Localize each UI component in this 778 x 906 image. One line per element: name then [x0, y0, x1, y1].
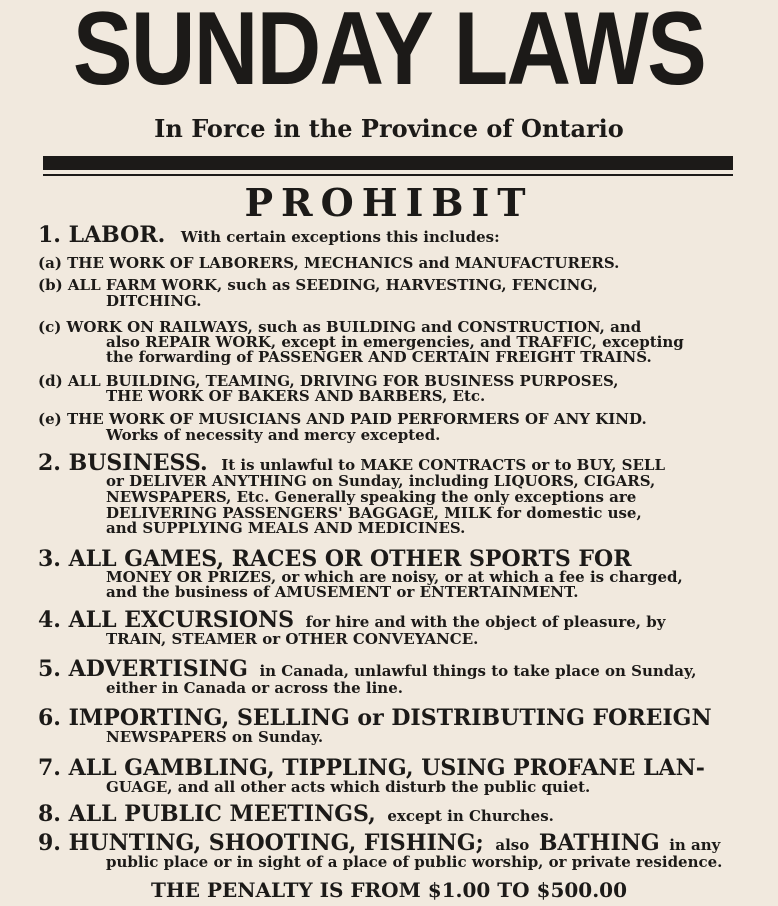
- item-2-cont4: and SUPPLYING MEALS AND MEDICINES.: [106, 519, 466, 537]
- item-9-also: also: [495, 836, 530, 854]
- item-4-cont: TRAIN, STEAMER or OTHER CONVEYANCE.: [106, 630, 479, 648]
- item-9-cont: public place or in sight of a place of public worship, or private residence.: [106, 853, 723, 871]
- penalty-line: THE PENALTY IS FROM $1.00 TO $500.00: [150, 878, 628, 902]
- item-5-text: in Canada, unlawful things to take place on Sunday,: [259, 662, 697, 680]
- item-1-line: [38, 222, 500, 248]
- item-3-cont2: and the business of AMUSEMENT or ENTERTAINMENT.: [106, 583, 579, 601]
- item-8-title: 8. ALL PUBLIC MEETINGS,: [38, 801, 376, 827]
- item-2-cont: or DELIVER ANYTHING on Sunday, including LIQUORS, CIGARS,: [106, 472, 656, 490]
- item-3-cont: MONEY OR PRIZES, or which are noisy, or at which a fee is charged,: [106, 568, 683, 586]
- item-1-title: 1. LABOR.: [38, 222, 166, 248]
- item-4-title: 4. ALL EXCURSIONS: [38, 607, 295, 633]
- item-5-cont: either in Canada or across the line.: [106, 679, 403, 697]
- prohibit-heading: PROHIBIT: [244, 180, 534, 225]
- thin-divider: [43, 174, 733, 176]
- item-2-cont2: NEWSPAPERS, Etc. Generally speaking the only exceptions are: [106, 488, 637, 506]
- item-1a: (a) THE WORK OF LABORERS, MECHANICS and MANUFACTURERS.: [38, 254, 620, 272]
- item-4-text: for hire and with the object of pleasure, by: [305, 613, 666, 631]
- item-1d: (d) ALL BUILDING, TEAMING, DRIVING FOR BUSINESS PURPOSES,: [38, 372, 619, 390]
- item-1b: (b) ALL FARM WORK, such as SEEDING, HARVESTING, FENCING,: [38, 276, 598, 294]
- item-1c-cont2: the forwarding of PASSENGER AND CERTAIN FREIGHT TRAINS.: [106, 348, 652, 366]
- item-1c: (c) WORK ON RAILWAYS, such as BUILDING and CONSTRUCTION, and: [38, 318, 642, 336]
- item-2-cont3: DELIVERING PASSENGERS' BAGGAGE, MILK for domestic use,: [106, 504, 642, 522]
- item-7-cont: GUAGE, and all other acts which disturb the public quiet.: [106, 778, 591, 796]
- item-1e-cont: Works of necessity and mercy excepted.: [106, 426, 441, 444]
- item-1e: (e) THE WORK OF MUSICIANS AND PAID PERFORMERS OF ANY KIND.: [38, 410, 647, 428]
- item-6-title: 6. IMPORTING, SELLING or DISTRIBUTING FOREIGN: [38, 705, 712, 731]
- item-6-cont: NEWSPAPERS on Sunday.: [106, 728, 324, 746]
- item-1d-cont: THE WORK OF BAKERS AND BARBERS, Etc.: [106, 387, 486, 405]
- item-2-text: It is unlawful to MAKE CONTRACTS or to BUY, SELL: [221, 456, 666, 474]
- poster-title: SUNDAY LAWS: [72, 0, 706, 107]
- item-9-title: 9. HUNTING, SHOOTING, FISHING;: [38, 830, 484, 856]
- item-9-bathing: BATHING: [538, 830, 660, 856]
- thick-divider: [43, 156, 733, 170]
- item-1b-cont: DITCHING.: [106, 292, 202, 310]
- poster-subtitle: In Force in the Province of Ontario: [154, 114, 624, 143]
- item-1c-cont: also REPAIR WORK, except in emergencies, and TRAFFIC, excepting: [106, 333, 684, 351]
- item-8-line: [38, 801, 554, 827]
- item-8-text: except in Churches.: [387, 807, 554, 825]
- item-1-note: With certain exceptions this includes:: [180, 228, 500, 246]
- item-7-title: 7. ALL GAMBLING, TIPPLING, USING PROFANE LAN-: [38, 755, 705, 781]
- item-3-title: 3. ALL GAMES, RACES OR OTHER SPORTS FOR: [38, 546, 632, 572]
- item-2-title: 2. BUSINESS.: [38, 450, 208, 476]
- item-5-title: 5. ADVERTISING: [38, 656, 248, 682]
- item-9-text: in any: [669, 836, 721, 854]
